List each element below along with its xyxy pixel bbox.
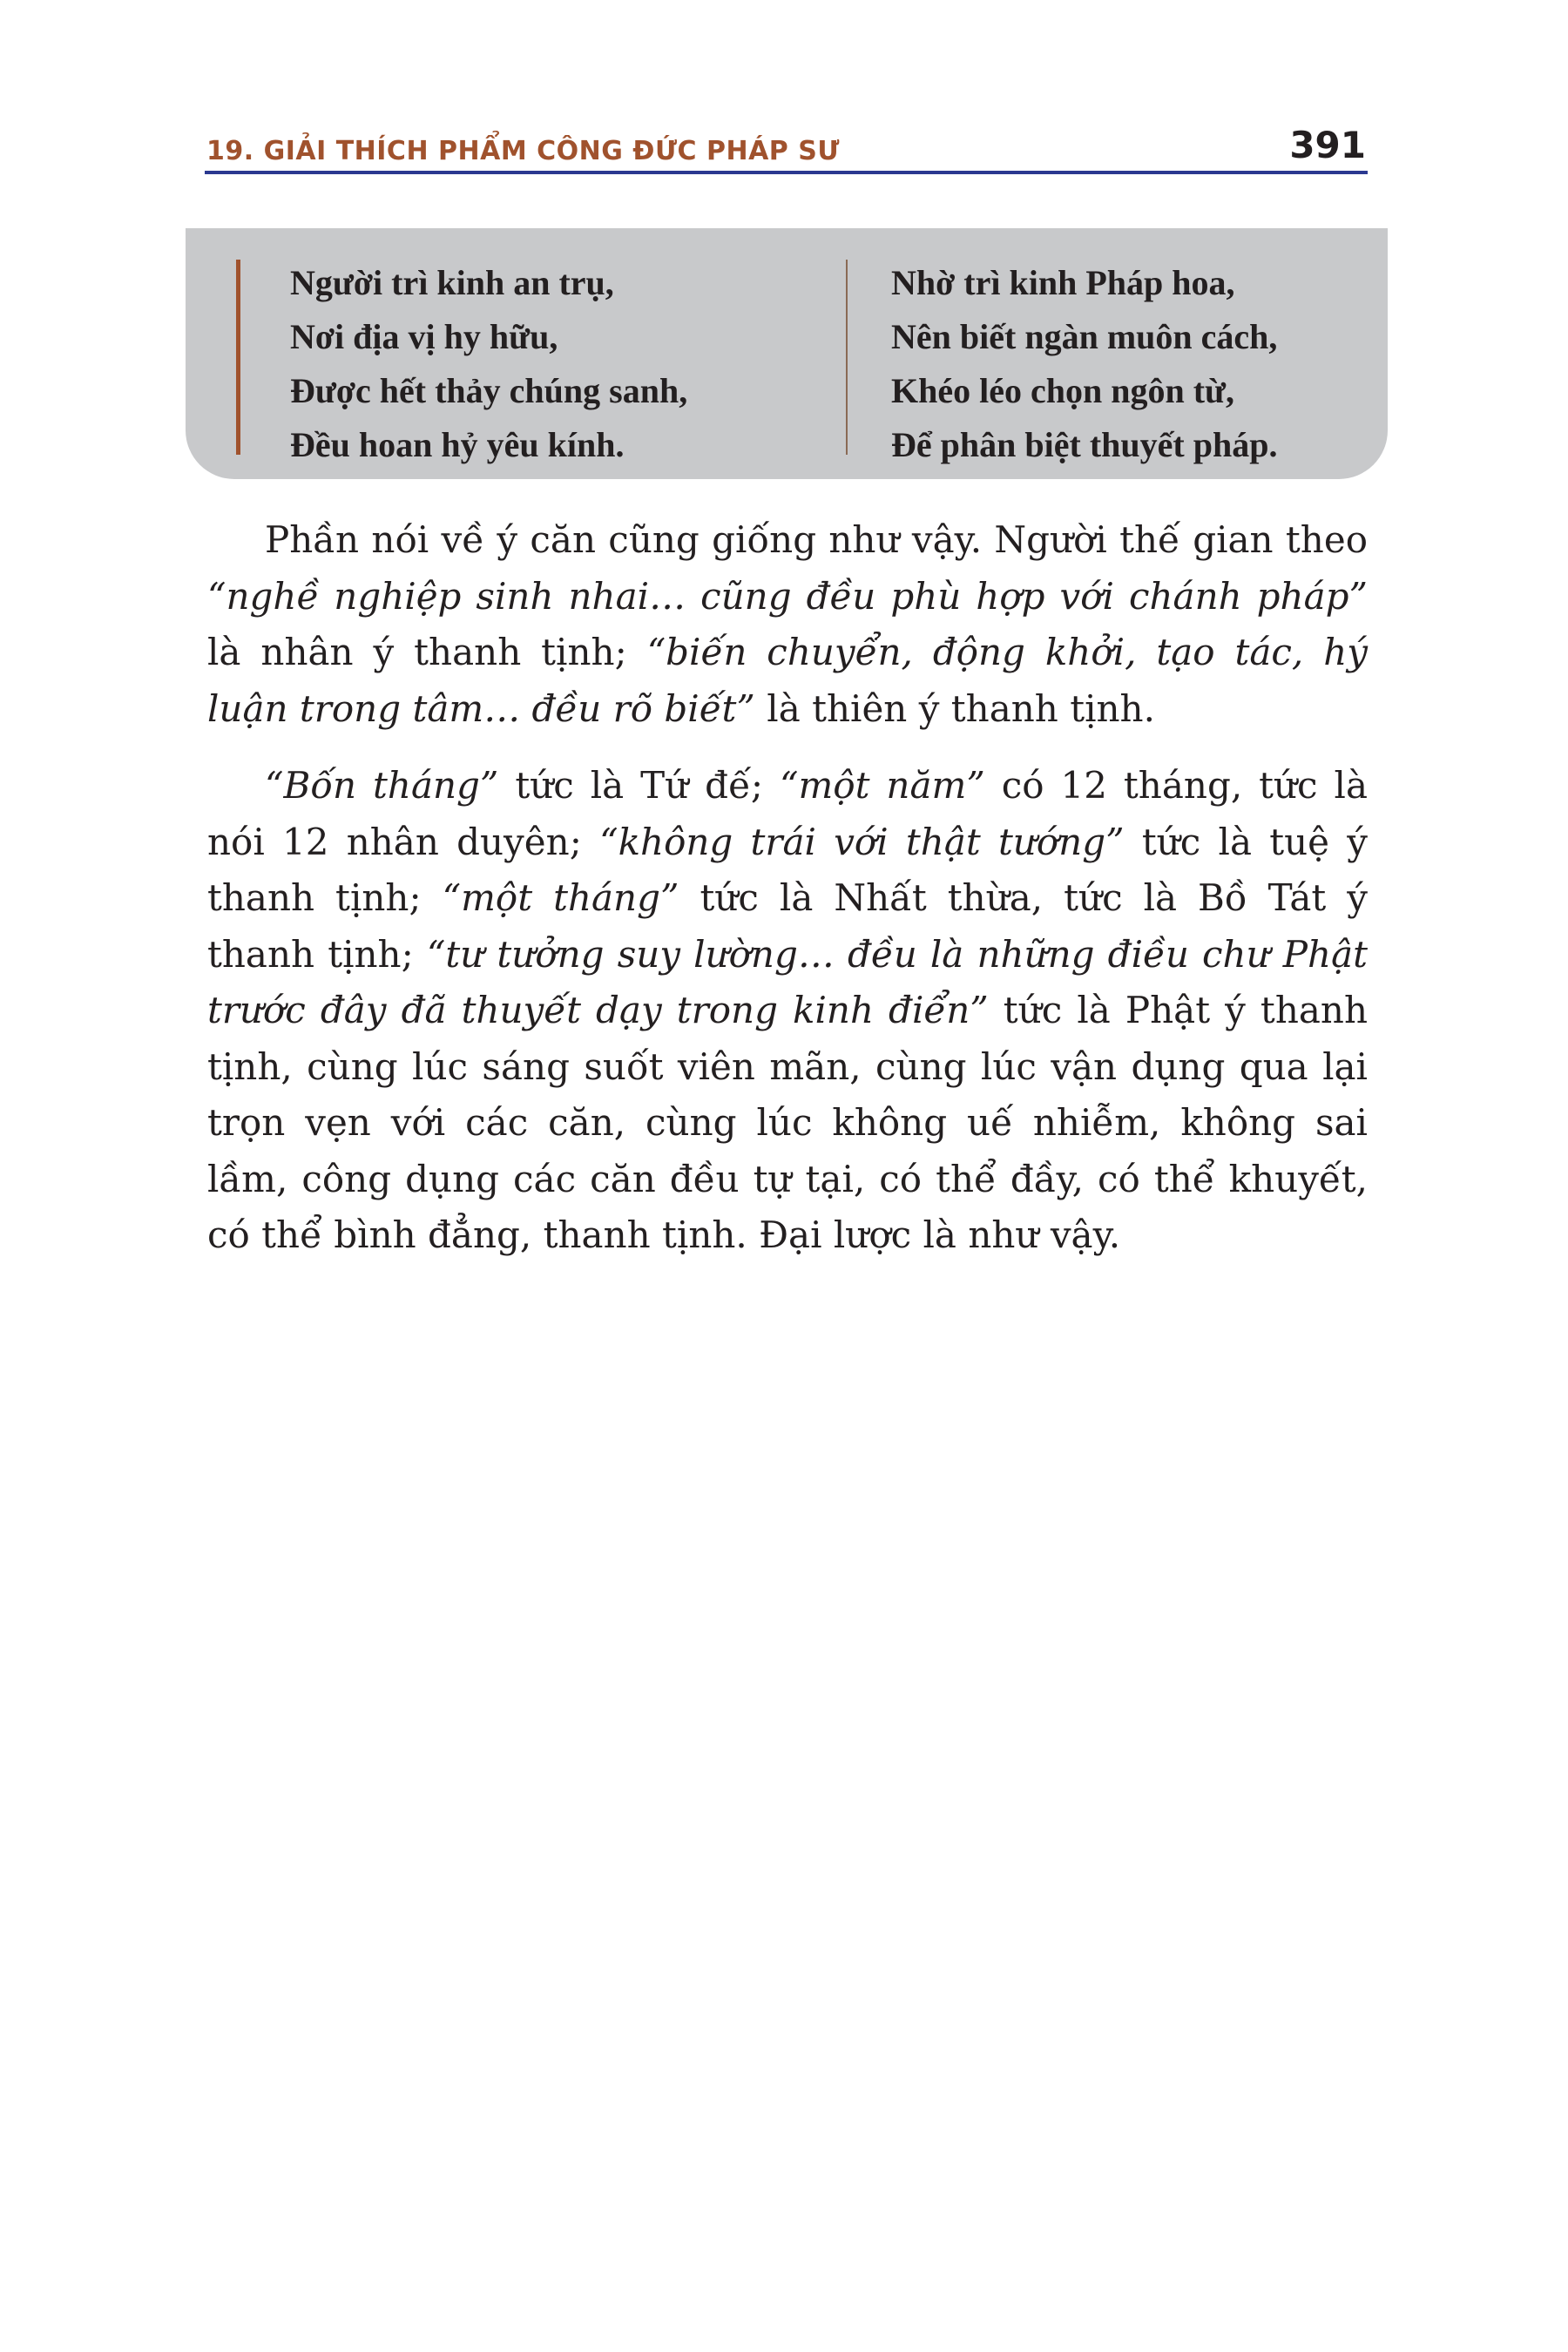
quoted-phrase: “một năm” <box>780 764 985 807</box>
quoted-phrase: “Bốn tháng” <box>265 764 499 807</box>
verse-line: Đều hoan hỷ yêu kính. <box>290 425 625 464</box>
text-run: Phần nói về ý căn cũng giống như vậy. Người thế gian theo <box>265 518 1368 561</box>
text-run: tức là tuệ ý thanh tịnh; <box>207 820 1368 919</box>
page-number: 391 <box>1289 124 1366 166</box>
body-text <box>207 512 1368 1285</box>
verse-line: Được hết thảy chúng sanh, <box>290 371 688 410</box>
verse-line: Khéo léo chọn ngôn từ, <box>891 371 1235 410</box>
quoted-phrase: “tư tưởng suy lường… đều là những điều chư Phật trước đây đã thuyết dạy trong kinh điển” <box>207 932 1368 1031</box>
text-run: tức là Nhất thừa, tức là Bồ Tát ý thanh tịnh; <box>207 876 1369 976</box>
verse-line: Để phân biệt thuyết pháp. <box>891 425 1278 464</box>
text-run: là thiên ý thanh tịnh. <box>754 686 1155 730</box>
verse-line: Người trì kinh an trụ, <box>290 263 614 302</box>
text-run: có 12 tháng, tức là nói 12 nhân duyên; <box>207 764 1368 863</box>
header-rule <box>205 171 1368 174</box>
verse-bar-right <box>846 260 848 455</box>
body-paragraph <box>207 758 1368 1264</box>
chapter-title: 19. GIẢI THÍCH PHẨM CÔNG ĐỨC PHÁP SƯ <box>206 136 840 166</box>
quoted-phrase: “không trái với thật tướng” <box>599 820 1125 863</box>
verse-line: Nhờ trì kinh Pháp hoa, <box>891 263 1235 302</box>
body-paragraph <box>207 512 1368 737</box>
verse-box <box>186 228 1388 479</box>
running-header <box>205 122 1368 174</box>
verse-lines-right <box>891 256 1277 472</box>
text-run: là nhân ý thanh tịnh; <box>207 631 647 673</box>
verse-bar-left <box>236 260 240 455</box>
quoted-phrase: “một tháng” <box>442 876 679 919</box>
quoted-phrase: “nghề nghiệp sinh nhai… cũng đều phù hợp với chánh pháp” <box>207 574 1368 618</box>
text-run: tức là Phật ý thanh tịnh, cùng lúc sáng suốt viên mãn, cùng lúc vận dụng qua lại trọn vẹn với các căn, cùng lúc không uế nhiễm, không sai lầm, công dụng các căn đều tự tại, có thể đầy, có thể khuyết, có thể bình đẳng, thanh tịnh. Đại lược là như vậy. <box>207 989 1369 1256</box>
verse-line: Nên biết ngàn muôn cách, <box>891 317 1278 356</box>
verse-lines-left <box>290 256 687 472</box>
quoted-phrase: “biến chuyển, động khởi, tạo tác, hý luận trong tâm… đều rõ biết” <box>207 631 1368 730</box>
text-run: tức là Tứ đế; <box>498 764 781 807</box>
verse-line: Nơi địa vị hy hữu, <box>290 317 558 356</box>
verse-column-left <box>236 256 759 464</box>
verse-column-right <box>846 256 1369 464</box>
